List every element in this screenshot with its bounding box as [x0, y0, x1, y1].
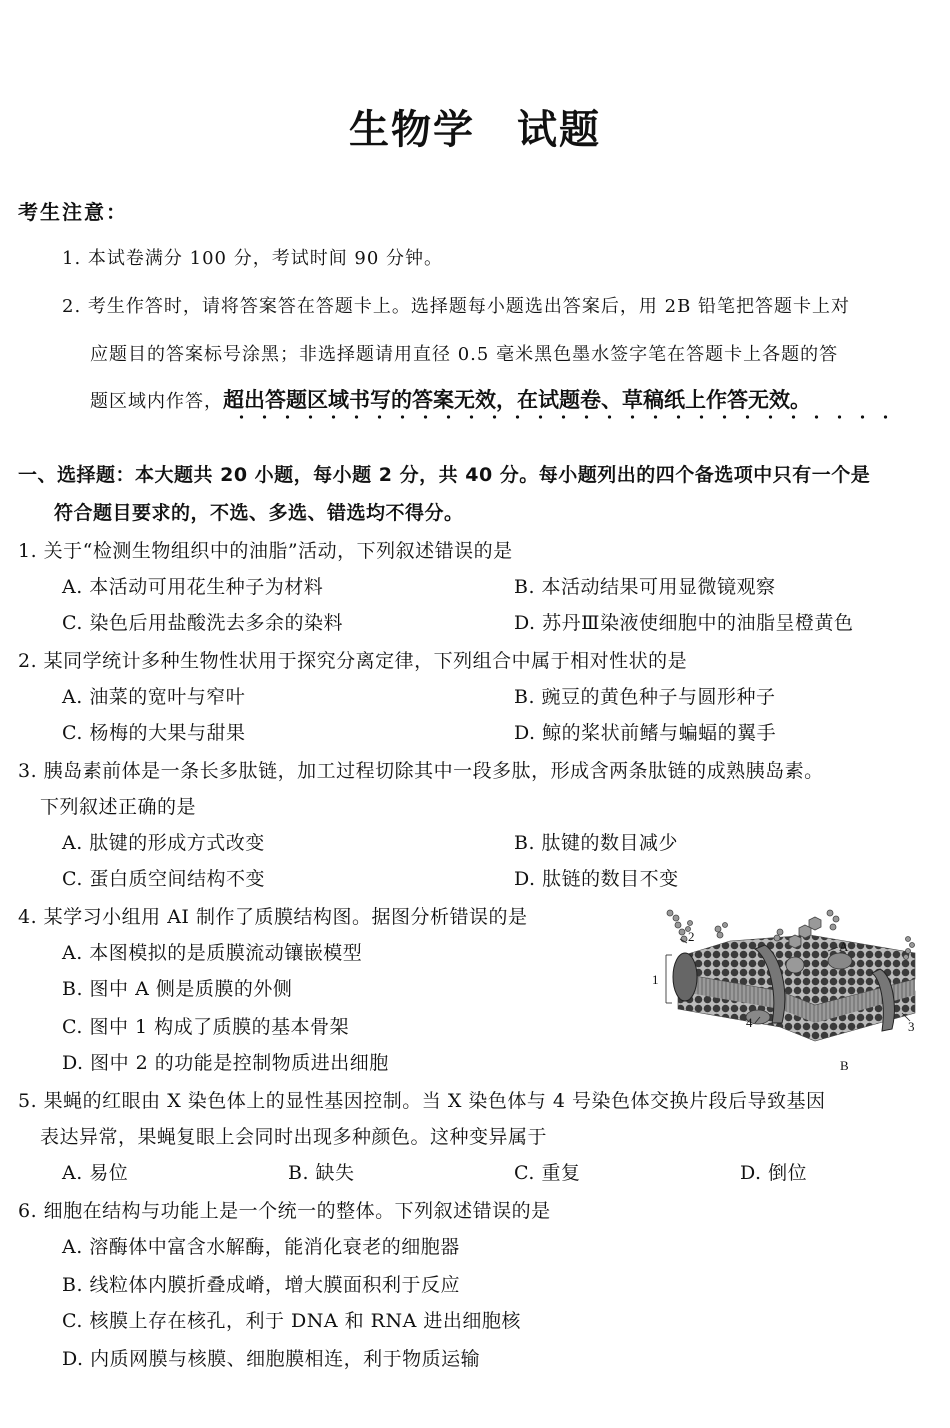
emphasis-dots: [230, 414, 890, 420]
question-4-option-b: B. 图中 A 侧是质膜的外侧: [62, 978, 293, 1000]
notice-heading: 考生注意：: [18, 200, 128, 224]
question-2-option-a: A. 油菜的宽叶与窄叶: [62, 686, 246, 708]
question-3-stem-line-1: 3. 胰岛素前体是一条长多肽链，加工过程切除其中一段多肽，形成含两条肽链的成熟胰岛素。: [18, 760, 824, 782]
question-5-option-d: D. 倒位: [740, 1162, 808, 1184]
plasma-membrane-figure: [640, 905, 940, 1075]
question-6-option-d-clipped: [0, 1340, 950, 1370]
figure-label-b: B: [840, 1058, 849, 1073]
question-4-option-c: C. 图中 1 构成了质膜的基本骨架: [62, 1016, 350, 1038]
question-6-option-b: B. 线粒体内膜折叠成嵴，增大膜面积利于反应: [62, 1274, 461, 1296]
question-3-option-c: C. 蛋白质空间结构不变: [62, 868, 265, 890]
question-6-option-d: D. 内质网膜与核膜、细胞膜相连，利于物质运输: [62, 1348, 481, 1370]
question-2-option-d: D. 鲸的桨状前鳍与蝙蝠的翼手: [514, 722, 777, 744]
section-1-header-line-1: 一、选择题：本大题共 20 小题，每小题 2 分，共 40 分。每小题列出的四个备选项中只有一个是: [18, 464, 871, 486]
section-1-header-line-2: 符合题目要求的，不选、多选、错选均不得分。: [54, 502, 464, 524]
question-4-stem: 4. 某学习小组用 AI 制作了质膜结构图。据图分析错误的是: [18, 906, 528, 928]
question-2-stem: 2. 某同学统计多种生物性状用于探究分离定律，下列组合中属于相对性状的是: [18, 650, 688, 672]
question-5-option-c: C. 重复: [514, 1162, 581, 1184]
question-3-option-a: A. 肽键的形成方式改变: [62, 832, 265, 854]
question-1-stem: 1. 关于“检测生物组织中的油脂”活动，下列叙述错误的是: [18, 540, 513, 562]
notice-item-2-line-1: 2. 考生作答时，请将答案答在答题卡上。选择题每小题选出答案后，用 2B 铅笔把答题卡上对: [62, 296, 851, 317]
question-4-option-a: A. 本图模拟的是质膜流动镶嵌模型: [62, 942, 363, 964]
question-2-option-b: B. 豌豆的黄色种子与圆形种子: [514, 686, 776, 708]
question-3-option-b: B. 肽键的数目减少: [514, 832, 679, 854]
question-1-option-c: C. 染色后用盐酸洗去多余的染料: [62, 612, 343, 634]
question-6-stem: 6. 细胞在结构与功能上是一个统一的整体。下列叙述错误的是: [18, 1200, 551, 1222]
question-1-option-a: A. 本活动可用花生种子为材料: [62, 576, 324, 598]
question-1-option-d: D. 苏丹Ⅲ染液使细胞中的油脂呈橙黄色: [514, 612, 854, 634]
figure-label-2: 2: [688, 929, 695, 944]
page-title: 生物学 试题: [349, 107, 601, 153]
question-5-option-a: A. 易位: [62, 1162, 129, 1184]
question-2-option-c: C. 杨梅的大果与甜果: [62, 722, 246, 744]
question-5-stem-line-1: 5. 果蝇的红眼由 X 染色体上的显性基因控制。当 X 染色体与 4 号染色体交换片段后导致基因: [18, 1090, 826, 1112]
notice-item-2-line-2: 应题目的答案标号涂黑；非选择题请用直径 0.5 毫米黑色墨水签字笔在答题卡上各题的答: [90, 344, 839, 365]
question-6-option-c: C. 核膜上存在核孔，利于 DNA 和 RNA 进出细胞核: [62, 1310, 521, 1332]
membrane-bilayer: [678, 935, 915, 1041]
notice-item-1: 1. 本试卷满分 100 分，考试时间 90 分钟。: [62, 248, 444, 269]
question-6-option-a: A. 溶酶体中富含水解酶，能消化衰老的细胞器: [62, 1236, 460, 1258]
question-5-stem-line-2: 表达异常，果蝇复眼上会同时出现多种颜色。这种变异属于: [40, 1126, 548, 1148]
question-4-option-d: D. 图中 2 的功能是控制物质进出细胞: [62, 1052, 389, 1074]
question-1-option-b: B. 本活动结果可用显微镜观察: [514, 576, 776, 598]
notice-emphasis-text: 超出答题区域书写的答案无效，在试题卷、草稿纸上作答无效。: [223, 388, 811, 412]
figure-label-3: 3: [908, 1019, 915, 1034]
notice-item-2-line-3: [90, 384, 811, 414]
figure-label-a: A: [839, 939, 849, 954]
figure-label-1: 1: [652, 972, 659, 987]
notice-plain-text: 题区域内作答，: [90, 391, 223, 412]
question-5-option-b: B. 缺失: [288, 1162, 355, 1184]
question-3-option-d: D. 肽链的数目不变: [514, 868, 679, 890]
question-3-stem-line-2: 下列叙述正确的是: [40, 796, 197, 818]
figure-label-4: 4: [746, 1015, 753, 1030]
